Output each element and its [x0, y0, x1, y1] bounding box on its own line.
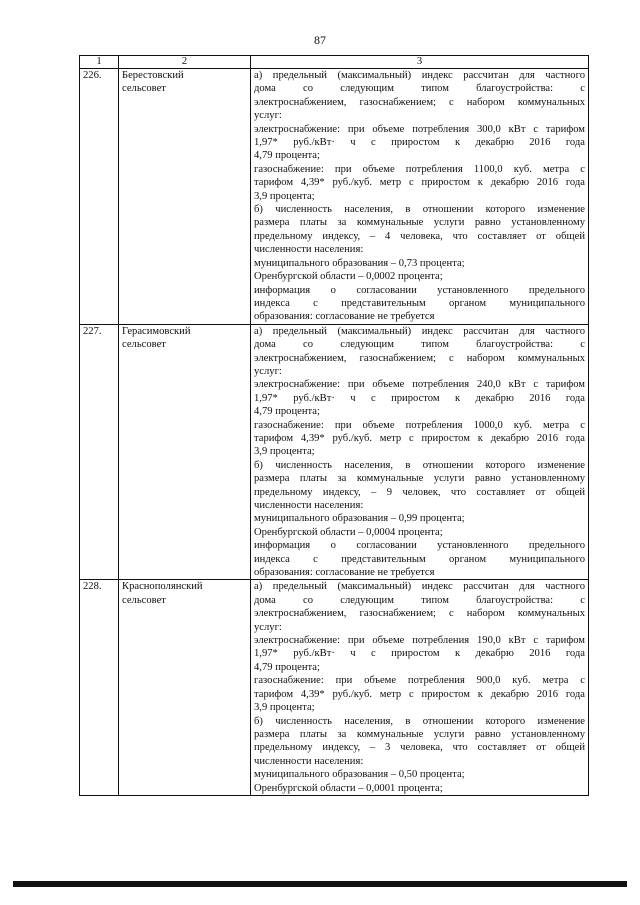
description-line: б) численность населения, в отношении которого изменение [254, 459, 585, 471]
row-number: 227. [80, 324, 119, 580]
municipality-name [119, 580, 251, 796]
description-line: образования: согласование не требуется [254, 567, 435, 579]
index-description [251, 580, 589, 796]
description-line: предельному индексу, – 4 человека, что составляет от общей [254, 230, 585, 242]
description-line: 3,9 процента; [254, 190, 315, 202]
row-number: 226. [80, 69, 119, 325]
description-line: 3,9 процента; [254, 446, 315, 458]
description-line: информация о согласовании установленного предельного [254, 284, 585, 296]
column-header: 3 [251, 56, 589, 69]
description-line: Оренбургской области – 0,0004 процента; [254, 526, 443, 538]
description-line: электроснабжение: при объеме потребления 240,0 кВт с тарифом [254, 379, 585, 391]
description-line: электроснабжение: при объеме потребления 190,0 кВт с тарифом [254, 635, 585, 647]
description-line: 4,79 процента; [254, 661, 320, 673]
index-table [79, 55, 589, 796]
description-line: размера платы за коммунальные услуги равно установленному [254, 217, 585, 229]
description-line: 1,97* руб./кВт· ч с приростом к декабрю 2016 года [254, 648, 585, 660]
description-line: муниципального образования – 0,73 процента; [254, 257, 465, 269]
table-row [80, 324, 589, 580]
description-line: предельному индексу, – 3 человека, что составляет от общей [254, 742, 585, 754]
index-description [251, 69, 589, 325]
description-line: предельному индексу, – 9 человек, что составляет от общей [254, 486, 585, 498]
municipality-name-line: Герасимовский [122, 325, 191, 337]
municipality-name [119, 69, 251, 325]
description-line: услуг: [254, 365, 282, 377]
description-line: муниципального образования – 0,50 процента; [254, 769, 465, 781]
description-line: газоснабжение: при объеме потребления 1100,0 куб. метра с [254, 163, 585, 175]
description-line: дома со следующим типом благоустройства: с [254, 594, 585, 606]
description-line: а) предельный (максимальный) индекс рассчитан для частного [254, 325, 585, 337]
description-line: численности населения: [254, 755, 364, 767]
description-line: дома со следующим типом благоустройства: с [254, 83, 585, 95]
table-header-row [80, 56, 589, 69]
description-line: б) численность населения, в отношении которого изменение [254, 204, 585, 216]
municipality-name-line: Краснополянский [122, 581, 203, 593]
description-line: индекса с представительным органом муниципального [254, 553, 585, 565]
description-line: 4,79 процента; [254, 150, 320, 162]
row-number: 228. [80, 580, 119, 796]
description-line: численности населения: [254, 244, 364, 256]
description-line: тарифом 4,39* руб./куб. метр с приростом к декабрю 2016 года [254, 432, 585, 444]
description-line: 4,79 процента; [254, 406, 320, 418]
table-row [80, 69, 589, 325]
description-line: индекса с представительным органом муниципального [254, 297, 585, 309]
description-line: размера платы за коммунальные услуги равно установленному [254, 473, 585, 485]
municipality-name-line: сельсовет [122, 83, 166, 95]
description-line: а) предельный (максимальный) индекс рассчитан для частного [254, 581, 585, 593]
description-line: б) численность населения, в отношении которого изменение [254, 715, 585, 727]
description-line: Оренбургской области – 0,0001 процента; [254, 782, 443, 794]
column-header: 2 [119, 56, 251, 69]
description-line: дома со следующим типом благоустройства: с [254, 339, 585, 351]
description-line: Оренбургской области – 0,0002 процента; [254, 271, 443, 283]
description-line: электроснабжением, газоснабжением; с набором коммунальных [254, 608, 585, 620]
description-line: тарифом 4,39* руб./куб. метр с приростом к декабрю 2016 года [254, 177, 585, 189]
municipality-name-line: сельсовет [122, 594, 166, 606]
municipality-name [119, 324, 251, 580]
description-line: тарифом 4,39* руб./куб. метр с приростом к декабрю 2016 года [254, 688, 585, 700]
column-header: 1 [80, 56, 119, 69]
municipality-name-line: сельсовет [122, 339, 166, 351]
description-line: 3,9 процента; [254, 702, 315, 714]
description-line: газоснабжение: при объеме потребления 900,0 куб. метра с [254, 675, 585, 687]
description-line: размера платы за коммунальные услуги равно установленному [254, 728, 585, 740]
bottom-rule [13, 881, 627, 887]
page-number: 87 [314, 33, 326, 47]
description-line: муниципального образования – 0,99 процента; [254, 513, 465, 525]
description-line: образования: согласование не требуется [254, 311, 435, 323]
description-line: услуг: [254, 621, 282, 633]
description-line: а) предельный (максимальный) индекс рассчитан для частного [254, 70, 585, 81]
municipality-name-line: Берестовский [122, 70, 184, 81]
description-line: 1,97* руб./кВт· ч с приростом к декабрю 2016 года [254, 137, 585, 149]
table-row [80, 580, 589, 796]
description-line: электроснабжение: при объеме потребления 300,0 кВт с тарифом [254, 123, 585, 135]
description-line: газоснабжение: при объеме потребления 1000,0 куб. метра с [254, 419, 585, 431]
description-line: информация о согласовании установленного предельного [254, 540, 585, 552]
description-line: электроснабжением, газоснабжением; с набором коммунальных [254, 96, 585, 108]
description-line: 1,97* руб./кВт· ч с приростом к декабрю 2016 года [254, 392, 585, 404]
index-description [251, 324, 589, 580]
description-line: электроснабжением, газоснабжением; с набором коммунальных [254, 352, 585, 364]
description-line: численности населения: [254, 500, 364, 511]
description-line: услуг: [254, 110, 282, 122]
